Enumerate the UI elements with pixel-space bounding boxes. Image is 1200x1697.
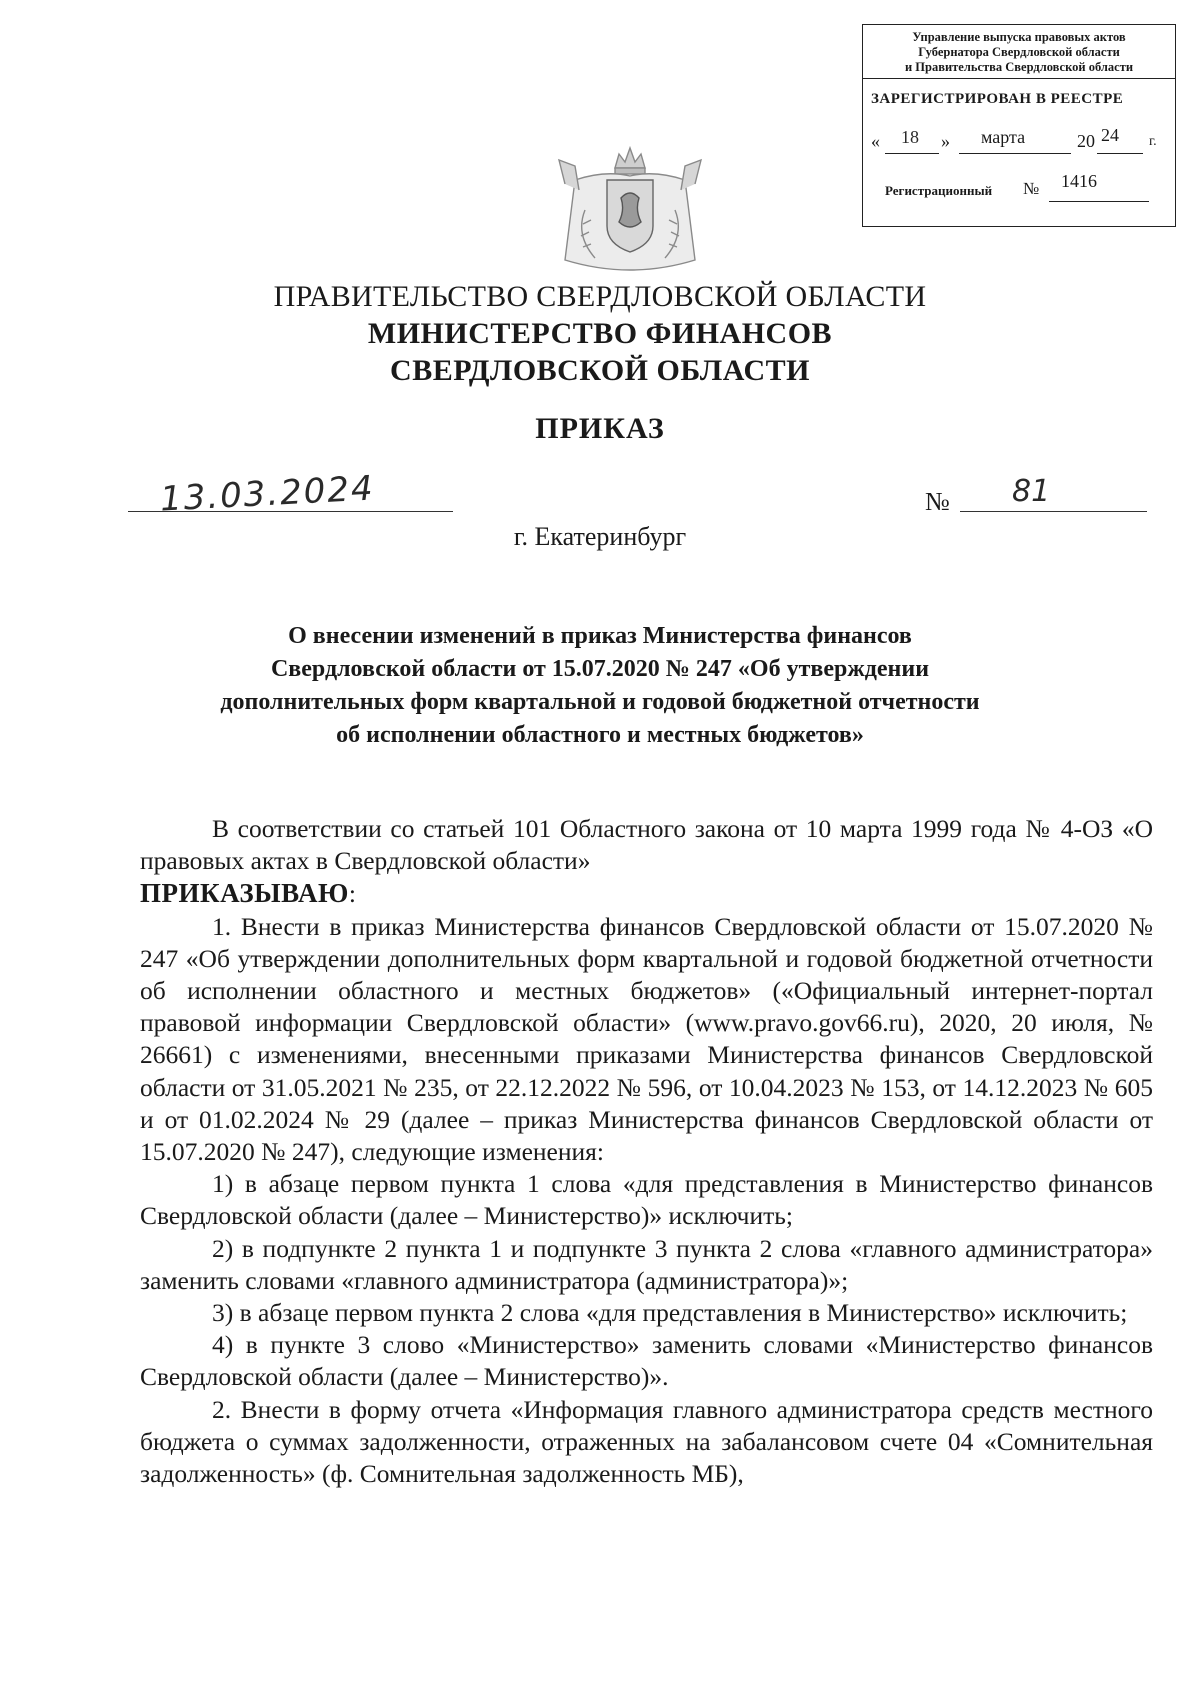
stamp-header-line: и Правительства Свердловской области <box>904 60 1134 74</box>
ministry-name-line2: СВЕРДЛОВСКОЙ ОБЛАСТИ <box>390 354 810 387</box>
stamp-header-line: Управление выпуска правовых актов <box>912 30 1126 44</box>
stamp-reg-label: Регистрационный <box>885 183 993 198</box>
order-word: ПРИКАЗЫВАЮ <box>140 878 349 909</box>
subparagraph-1-1: 1) в абзаце первом пункта 1 слова «для представления в Министерство финансов Свердловской области (далее – Министерство)» исключить; <box>140 1169 1153 1231</box>
title-line: дополнительных форм квартальной и годовой бюджетной отчетности <box>220 689 980 715</box>
government-name: ПРАВИТЕЛЬСТВО СВЕРДЛОВСКОЙ ОБЛАСТИ <box>273 280 927 313</box>
ministry-name-line1: МИНИСТЕРСТВО ФИНАНСОВ <box>367 317 833 350</box>
order-colon: : <box>348 879 356 909</box>
title-line: Свердловской области от 15.07.2020 № 247 «Об утверждении <box>270 656 930 682</box>
intro-paragraph: В соответствии со статьей 101 Областного закона от 10 марта 1999 года № 4-ОЗ «О правовых актах в Свердловской области» <box>140 814 1153 876</box>
paragraph-1: 1. Внести в приказ Министерства финансов Свердловской области от 15.07.2020 № 247 «Об утверждении дополнительных форм квартальной и годовой бюджетной отчетности об исполнении областного и местных бюджетов» («Официальный интернет-портал правовой информации Свердловской области» (www.pravo.gov66.ru), 2020, 20 июля, № 26661) с изменениями, внесенными приказами Министерства финансов Свердловской области от 31.05.2021 № 235, от 22.12.2022 № 596, от 10.04.2023 № 153, от 14.12.2023 № 605 и от 01.02.2024 № 29 (далее – приказ Министерства финансов Свердловской области от 15.07.2020 № 247), следующие изменения: <box>140 911 1153 1167</box>
document-date: 13.03.2024 <box>159 468 376 520</box>
subparagraph-1-4: 4) в пункте 3 слово «Министерство» заменить словами «Министерство финансов Свердловской области (далее – Министерство)». <box>140 1330 1153 1392</box>
stamp-month: марта <box>981 127 1026 147</box>
stamp-year-prefix: 20 <box>1077 131 1095 151</box>
stamp-open-quote: « <box>871 131 880 151</box>
stamp-close-quote: » <box>941 131 950 151</box>
subparagraph-1-3: 3) в абзаце первом пункта 2 слова «для представления в Министерство» исключить; <box>212 1298 1128 1328</box>
number-underline <box>960 511 1147 512</box>
title-line: об исполнении областного и местных бюджетов» <box>336 722 864 748</box>
coat-of-arms-icon <box>535 140 725 290</box>
document-type: ПРИКАЗ <box>535 412 665 445</box>
stamp-header-line: Губернатора Свердловской области <box>918 45 1120 59</box>
subparagraph-1-2: 2) в подпункте 2 пункта 1 и подпункте 3 пункта 2 слова «главного администратора» заменить словами «главного администратора (администратора)»; <box>140 1233 1153 1295</box>
paragraph-2: 2. Внести в форму отчета «Информация главного администратора средств местного бюджета о суммах задолженности, отраженных на забалансовом счете 04 «Сомнительная задолженность» (ф. Сомнительная задолженность МБ), <box>140 1394 1153 1489</box>
document-number: 81 <box>1012 474 1051 509</box>
stamp-registered-label: ЗАРЕГИСТРИРОВАН В РЕЕСТРЕ <box>871 91 1124 107</box>
stamp-reg-number: 1416 <box>1061 171 1097 191</box>
stamp-year-unit: г. <box>1149 134 1157 149</box>
stamp-reg-no-sign: № <box>1023 179 1040 198</box>
stamp-year-suffix: 24 <box>1101 125 1119 145</box>
order-line <box>140 877 1153 910</box>
document-title <box>0 620 1200 752</box>
stamp-day: 18 <box>901 127 919 147</box>
document-body <box>140 813 1153 1490</box>
stamp-header <box>863 25 1175 79</box>
registration-stamp <box>862 24 1176 227</box>
title-line: О внесении изменений в приказ Министерства финансов <box>288 623 912 649</box>
number-label: № <box>925 487 950 516</box>
city: г. Екатеринбург <box>513 522 687 551</box>
